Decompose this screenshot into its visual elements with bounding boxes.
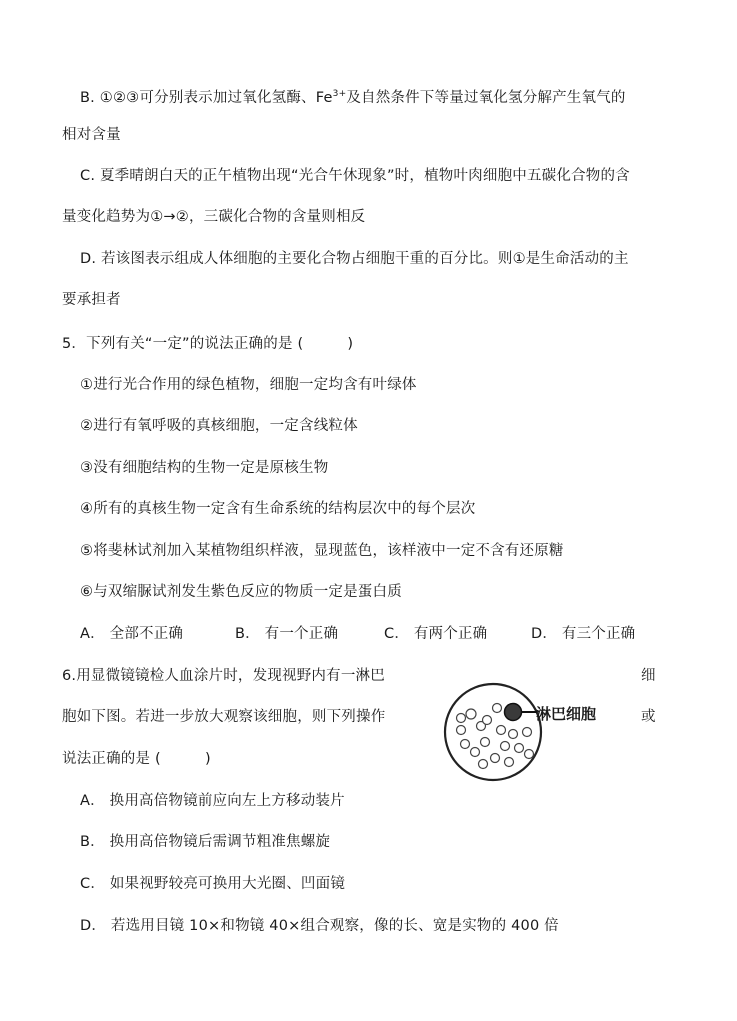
q4-option-b-superscript: 3+ [332,89,347,99]
q5-option-b: B． 有一个正确 [235,626,339,642]
q6-stem-line1-end: 细 [641,668,656,684]
q4-option-b-line2: 相对含量 [62,127,121,143]
q4-option-d: D. 若该图表示组成人体细胞的主要化合物占细胞干重的百分比。则①是生命活动的主 [80,251,629,267]
q6-stem-line2: 胞如下图。若进一步放大观察该细胞，则下列操作 [62,709,386,725]
lymphocyte-cell [505,704,522,721]
q6-option-d: D． 若选用目镜 10×和物镜 40×组合观察，像的长、宽是实物的 400 倍 [80,918,559,934]
q4-option-c-line2: 量变化趋势为①→②，三碳化合物的含量则相反 [62,209,366,225]
q6-option-c: C． 如果视野较亮可换用大光圈、凹面镜 [80,876,346,892]
q5-stem: 5．下列有关“一定”的说法正确的是 ( ) [62,336,354,352]
q6-option-b: B． 换用高倍物镜后需调节粗准焦螺旋 [80,834,331,850]
q5-item-6: ⑥与双缩脲试剂发生紫色反应的物质一定是蛋白质 [80,584,402,600]
q5-item-2: ②进行有氧呼吸的真核细胞，一定含线粒体 [80,418,358,434]
microscope-field-figure [443,674,643,784]
q4-option-c: C. 夏季晴朗白天的正午植物出现“光合午休现象”时，植物叶肉细胞中五碳化合物的含 [80,168,630,184]
q5-option-c: C． 有两个正确 [384,626,488,642]
q4-option-d-line2: 要承担者 [62,292,121,308]
q5-item-4: ④所有的真核生物一定含有生命系统的结构层次中的每个层次 [80,501,476,517]
q5-option-d: D． 有三个正确 [531,626,636,642]
q5-item-3: ③没有细胞结构的生物一定是原核生物 [80,460,329,476]
figure-label-lymphocyte: 淋巴细胞 [536,705,597,723]
q6-stem-line1: 6.用显微镜镜检人血涂片时，发现视野内有一淋巴 [62,668,385,684]
q5-item-1: ①进行光合作用的绿色植物，细胞一定均含有叶绿体 [80,377,417,393]
q6-option-a: A． 换用高倍物镜前应向左上方移动装片 [80,793,345,809]
q4-option-b-text: B. ①②③可分别表示加过氧化氢酶、Fe [80,89,333,106]
q5-option-a: A． 全部不正确 [80,626,184,642]
q5-item-5: ⑤将斐林试剂加入某植物组织样液，显现蓝色，该样液中一定不含有还原糖 [80,543,564,559]
q4-option-b [80,84,626,108]
q6-stem-line2-end: 或 [641,709,656,725]
q4-option-b-text-cont: 及自然条件下等量过氧化氢分解产生氧气的 [346,89,626,106]
q6-stem-line3: 说法正确的是 ( ) [62,751,211,767]
